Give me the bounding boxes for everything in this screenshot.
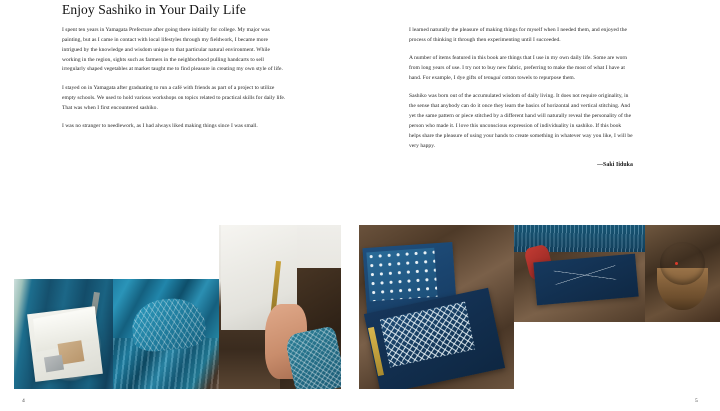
pincushion-shape [660,242,705,285]
photo-navy-cloth-mountain-motif [514,225,648,322]
body-column-left [62,26,286,132]
page-number-right: 5 [695,398,698,404]
author-signature: —Saki Iiduka [597,162,633,169]
photo-pincushion-wooden-bowl-image [645,225,720,322]
photo-hand-with-scissors [219,225,341,389]
photo-stacked-sashiko-cloths [359,225,514,389]
paragraph: I learned naturally the pleasure of making things for myself when I needed them, and enjoyed the process of thinking it through then experimenting until I succeeded. [409,27,628,43]
body-column-right [409,26,633,171]
photo-navy-cloth-mountain-motif-image [514,225,648,322]
paragraph: I was no stranger to needlework, as I had always liked making things since I was small. [62,122,258,129]
paragraph: I stayed on in Yamagata after graduating to run a café with friends as part of a project to utilize empty schools. We used to hold various workshops on topics related to practical skills for daily life. That was when I first encountered sashiko. [62,84,286,111]
paragraph: A number of items featured in this book are things that I use in my own daily life. Some are worn from long years of use. I try not to buy new fabric, preferring to make the most of what I have at hand. For example, I dye gifts of tenugui cotton towels to repurpose them. [409,55,628,81]
patterned-cuff-shape [284,325,341,389]
textile-lace-shape [130,295,208,353]
page-number-left: 4 [22,398,25,404]
photo-pincushion-wooden-bowl [645,225,720,322]
paragraph: Sashiko was born out of the accumulated wisdom of daily living. It does not require originality, in the sense that anybody can do it once they learn the basics of horizontal and vertical stitching. And yet the same pattern or piece stitched by a different hand will naturally reveal the personality of the person who made it. I love this unconscious expression of individuality in sashiko. If this book helps share the pleasure of using your hands to create something in whatever way you like, I will be very happy. [409,93,633,149]
photo-mosaic [0,222,720,389]
page-title: Enjoy Sashiko in Your Daily Life [62,2,246,17]
red-pin-head [675,262,678,265]
photo-folded-indigo-textiles [113,279,220,389]
photo-hand-with-scissors-image [219,225,341,389]
paragraph: I spent ten years in Yamagata Prefecture after going there initially for college. My major was painting, but as I came in contact with local lifestyles through my fieldwork, I became more intrigued by the knowledge and wisdom unique to that particular natural environment. While working in the region, sights such as farmers in the neighborhood pulling handcarts to sell irregularly shaped vegetables at market taught me to find pleasure in creating my own style of life. [62,27,283,73]
bag-gray-patch-shape [43,355,63,373]
photo-folded-indigo-textiles-image [113,279,220,389]
italic-term: tenugui [483,74,501,81]
cloth-upper-pattern [367,247,438,301]
photo-stacked-sashiko-cloths-image [359,225,514,389]
